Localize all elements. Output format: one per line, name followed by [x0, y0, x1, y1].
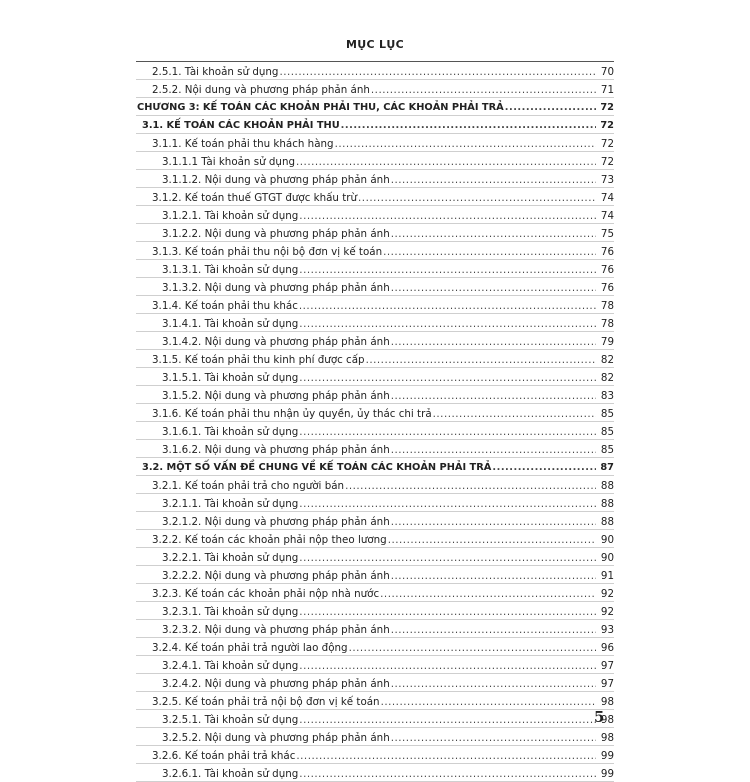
- toc-entry-title: 3.1.6.2. Nội dung và phương pháp phản ánh: [162, 444, 390, 456]
- toc-entry-title: 3.1.4.1. Tài khoản sử dụng: [162, 318, 299, 330]
- toc-entry: [136, 134, 614, 152]
- toc-entry-title: 3.1.3.1. Tài khoản sử dụng: [162, 264, 299, 276]
- toc-entry-title: 3.1.5. Kế toán phải thu kinh phí được cấp: [152, 354, 365, 366]
- toc-entry-page: 97: [600, 678, 614, 690]
- toc-entry-page: 85: [600, 426, 614, 438]
- dot-leader: [299, 713, 596, 727]
- toc-entry: [136, 386, 614, 404]
- toc-entry-title: 3.1.2. Kế toán thuế GTGT được khấu trừ: [152, 192, 358, 204]
- toc-entry-page: 72: [600, 102, 614, 113]
- toc-entry-title: 3.1.4. Kế toán phải thu khác: [152, 300, 298, 312]
- toc-entry: [136, 350, 614, 368]
- toc-entry-page: 76: [600, 264, 614, 276]
- toc-entry-page: 88: [600, 516, 614, 528]
- toc-entry: [136, 296, 614, 314]
- toc-entry-title: 3.2.5.2. Nội dung và phương pháp phản ánh: [162, 732, 390, 744]
- toc-entry-title: 3.1. KẾ TOÁN CÁC KHOẢN PHẢI THU: [142, 120, 340, 131]
- dot-leader: [299, 263, 596, 277]
- dot-leader: [391, 515, 596, 529]
- dot-leader: [388, 533, 596, 547]
- toc-entry-page: 72: [600, 138, 614, 150]
- toc-entry: [136, 116, 614, 134]
- dot-leader: [391, 227, 596, 241]
- toc-entry: [136, 62, 614, 80]
- toc-entry-page: 76: [600, 282, 614, 294]
- toc-entry-page: 75: [600, 228, 614, 240]
- dot-leader: [296, 155, 596, 169]
- toc-entry: [136, 98, 614, 116]
- toc-entry-page: 83: [600, 390, 614, 402]
- dot-leader: [299, 659, 596, 673]
- dot-leader: [299, 299, 596, 313]
- toc-entry-page: 78: [600, 300, 614, 312]
- toc-entry-title: 3.2. MỘT SỐ VẤN ĐỀ CHUNG VỀ KẾ TOÁN CÁC KHOẢN PHẢI TRẢ: [142, 462, 492, 473]
- toc-entry-title: CHƯƠNG 3: KẾ TOÁN CÁC KHOẢN PHẢI THU, CÁC KHOẢN PHẢI TRẢ: [137, 102, 504, 113]
- toc-entry: [136, 440, 614, 458]
- dot-leader: [299, 317, 596, 331]
- dot-leader: [391, 281, 596, 295]
- toc-entry-page: 96: [600, 642, 614, 654]
- toc-entry: [136, 530, 614, 548]
- toc-entry: [136, 566, 614, 584]
- toc-entry-page: 90: [600, 534, 614, 546]
- toc-entry: [136, 368, 614, 386]
- dot-leader: [296, 749, 596, 763]
- dot-leader: [433, 407, 596, 421]
- toc-entry-page: 74: [600, 210, 614, 222]
- toc-entry-title: 3.1.6. Kế toán phải thu nhận ủy quyền, ủy thác chi trả: [152, 408, 432, 420]
- dot-leader: [358, 191, 596, 205]
- toc-entry-title: 3.2.4.2. Nội dung và phương pháp phản ánh: [162, 678, 390, 690]
- toc-entry: [136, 764, 614, 782]
- dot-leader: [391, 389, 596, 403]
- toc-entry-title: 3.2.5. Kế toán phải trả nội bộ đơn vị kế toán: [152, 696, 380, 708]
- toc-entry-title: 3.2.4.1. Tài khoản sử dụng: [162, 660, 299, 672]
- toc-entry-title: 3.1.1.1 Tài khoản sử dụng: [162, 156, 296, 168]
- dot-leader: [299, 551, 596, 565]
- toc-entry: [136, 602, 614, 620]
- page-title: MỤC LỤC: [346, 38, 404, 51]
- toc-entry-title: 3.2.3.1. Tài khoản sử dụng: [162, 606, 299, 618]
- dot-leader: [299, 497, 596, 511]
- toc-entry-page: 98: [600, 714, 614, 726]
- toc-entry: [136, 656, 614, 674]
- table-of-contents: [136, 62, 614, 782]
- dot-leader: [299, 371, 596, 385]
- toc-entry: [136, 476, 614, 494]
- dot-leader: [299, 767, 596, 781]
- toc-entry-page: 72: [600, 120, 614, 131]
- dot-leader: [505, 101, 596, 115]
- toc-entry-title: 3.1.3.2. Nội dung và phương pháp phản ánh: [162, 282, 390, 294]
- toc-entry-page: 98: [600, 696, 614, 708]
- toc-entry-title: 3.2.2.1. Tài khoản sử dụng: [162, 552, 299, 564]
- toc-entry-page: 97: [600, 660, 614, 672]
- toc-entry-page: 85: [600, 408, 614, 420]
- toc-entry-title: 3.2.6.1. Tài khoản sử dụng: [162, 768, 299, 780]
- toc-entry-title: 3.1.4.2. Nội dung và phương pháp phản ánh: [162, 336, 390, 348]
- toc-entry-title: 3.1.2.2. Nội dung và phương pháp phản ánh: [162, 228, 390, 240]
- toc-entry: [136, 224, 614, 242]
- toc-entry-page: 71: [600, 84, 614, 96]
- toc-entry: [136, 494, 614, 512]
- toc-entry: [136, 674, 614, 692]
- toc-entry-title: 3.1.1. Kế toán phải thu khách hàng: [152, 138, 334, 150]
- toc-entry: [136, 728, 614, 746]
- toc-entry-page: 79: [600, 336, 614, 348]
- dot-leader: [366, 353, 596, 367]
- toc-entry: [136, 80, 614, 98]
- toc-entry-page: 98: [600, 732, 614, 744]
- dot-leader: [391, 731, 596, 745]
- toc-entry-title: 3.2.3.2. Nội dung và phương pháp phản ánh: [162, 624, 390, 636]
- toc-entry-page: 91: [600, 570, 614, 582]
- toc-entry-title: 2.5.2. Nội dung và phương pháp phản ánh: [152, 84, 370, 96]
- dot-leader: [381, 695, 596, 709]
- toc-entry: [136, 422, 614, 440]
- toc-entry: [136, 314, 614, 332]
- toc-entry-page: 73: [600, 174, 614, 186]
- toc-entry-title: 3.2.1. Kế toán phải trả cho người bán: [152, 480, 345, 492]
- toc-entry: [136, 584, 614, 602]
- toc-entry: [136, 692, 614, 710]
- toc-entry-page: 74: [600, 192, 614, 204]
- dot-leader: [371, 83, 596, 97]
- toc-entry-title: 3.2.3. Kế toán các khoản phải nộp nhà nước: [152, 588, 380, 600]
- toc-entry-page: 99: [600, 768, 614, 780]
- toc-entry: [136, 242, 614, 260]
- toc-entry-title: 3.2.2.2. Nội dung và phương pháp phản ánh: [162, 570, 390, 582]
- toc-entry: [136, 548, 614, 566]
- toc-entry-title: 3.2.2. Kế toán các khoản phải nộp theo lương: [152, 534, 387, 546]
- toc-entry: [136, 620, 614, 638]
- toc-entry-title: 3.2.5.1. Tài khoản sử dụng: [162, 714, 299, 726]
- toc-entry: [136, 512, 614, 530]
- dot-leader: [299, 209, 596, 223]
- toc-entry-page: 88: [600, 498, 614, 510]
- toc-entry-page: 72: [600, 156, 614, 168]
- dot-leader: [299, 605, 596, 619]
- toc-entry-title: 3.2.6. Kế toán phải trả khác: [152, 750, 296, 762]
- toc-entry-page: 87: [600, 462, 614, 473]
- toc-entry-title: 3.1.2.1. Tài khoản sử dụng: [162, 210, 299, 222]
- toc-entry: [136, 152, 614, 170]
- toc-entry-page: 99: [600, 750, 614, 762]
- dot-leader: [279, 65, 596, 79]
- toc-entry-page: 78: [600, 318, 614, 330]
- toc-entry: [136, 278, 614, 296]
- dot-leader: [383, 245, 596, 259]
- toc-entry-title: 3.2.1.1. Tài khoản sử dụng: [162, 498, 299, 510]
- toc-entry-page: 82: [600, 354, 614, 366]
- toc-entry: [136, 638, 614, 656]
- toc-entry-title: 3.1.3. Kế toán phải thu nội bộ đơn vị kế toán: [152, 246, 383, 258]
- toc-entry: [136, 260, 614, 278]
- dot-leader: [391, 335, 596, 349]
- dot-leader: [349, 641, 596, 655]
- toc-entry: [136, 332, 614, 350]
- toc-entry-title: 3.1.5.1. Tài khoản sử dụng: [162, 372, 299, 384]
- toc-entry-title: 3.2.4. Kế toán phải trả người lao động: [152, 642, 348, 654]
- toc-entry-title: 3.1.6.1. Tài khoản sử dụng: [162, 426, 299, 438]
- toc-entry: [136, 170, 614, 188]
- toc-entry-page: 76: [600, 246, 614, 258]
- toc-entry-title: 2.5.1. Tài khoản sử dụng: [152, 66, 279, 78]
- toc-entry: [136, 746, 614, 764]
- dot-leader: [492, 461, 596, 475]
- dot-leader: [345, 479, 596, 493]
- toc-entry-title: 3.2.1.2. Nội dung và phương pháp phản ánh: [162, 516, 390, 528]
- dot-leader: [391, 443, 596, 457]
- page-number: 5: [594, 708, 605, 726]
- toc-entry: [136, 404, 614, 422]
- toc-entry-page: 92: [600, 588, 614, 600]
- toc-entry-page: 85: [600, 444, 614, 456]
- toc-entry-page: 90: [600, 552, 614, 564]
- dot-leader: [299, 425, 596, 439]
- dot-leader: [341, 119, 596, 133]
- dot-leader: [380, 587, 596, 601]
- toc-entry: [136, 188, 614, 206]
- toc-entry-title: 3.1.5.2. Nội dung và phương pháp phản ánh: [162, 390, 390, 402]
- toc-entry-page: 92: [600, 606, 614, 618]
- dot-leader: [335, 137, 596, 151]
- toc-entry-page: 93: [600, 624, 614, 636]
- toc-entry: [136, 206, 614, 224]
- toc-entry-page: 82: [600, 372, 614, 384]
- dot-leader: [391, 677, 596, 691]
- toc-entry-page: 88: [600, 480, 614, 492]
- toc-entry: [136, 458, 614, 476]
- dot-leader: [391, 569, 596, 583]
- dot-leader: [391, 173, 596, 187]
- dot-leader: [391, 623, 596, 637]
- toc-entry-page: 70: [600, 66, 614, 78]
- toc-entry: [136, 710, 614, 728]
- toc-entry-title: 3.1.1.2. Nội dung và phương pháp phản ánh: [162, 174, 390, 186]
